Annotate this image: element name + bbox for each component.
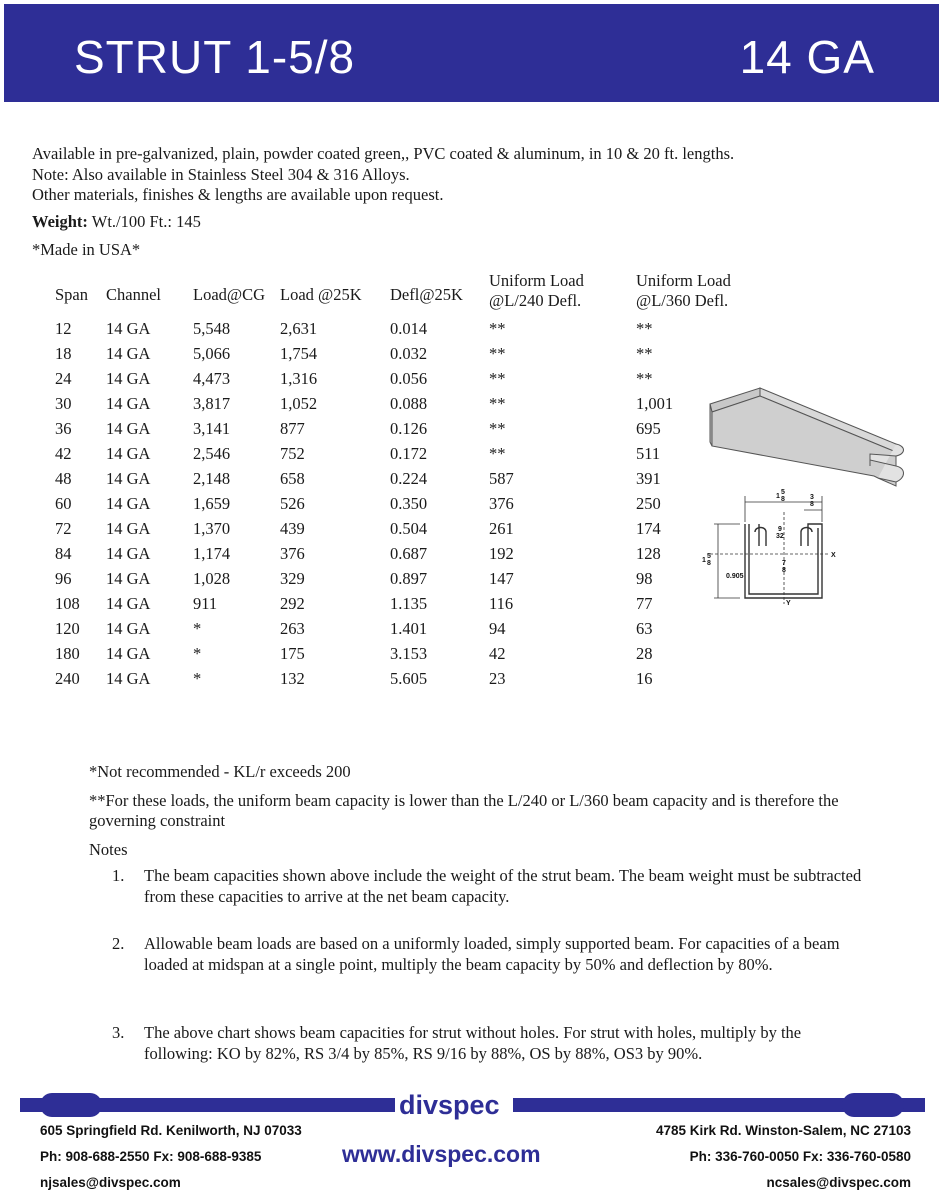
table-cell: ** [489,444,506,463]
table-cell: 1.401 [390,619,428,638]
dim-slot-den: 32 [776,533,784,540]
table-cell: 14 GA [106,469,151,488]
table-cell: 175 [280,644,305,663]
dimension-lines [710,496,828,604]
table-cell: 0.504 [390,519,428,538]
dim-width-whole: 1 [776,493,780,500]
table-cell: 14 GA [106,419,151,438]
table-cell: ** [489,369,506,388]
table-cell: 14 GA [106,319,151,338]
table-cell: 14 GA [106,569,151,588]
table-cell: 30 [55,394,72,413]
table-cell: 0.126 [390,419,428,438]
note-item: 3. The above chart shows beam capacities for strut without holes. For strut with holes, multiply by the following: KO by 82%, RS 3/4 by 85%, RS 9/16 by 88%, OS by 88%, OS3 by 90%. [112,1023,862,1064]
table-cell: 2,631 [280,319,318,338]
dim-lip-den: 8 [810,501,814,508]
nc-phone: Ph: 336-760-0050 Fx: 336-760-0580 [689,1149,911,1164]
table-cell: 16 [636,669,653,688]
table-cell: 14 GA [106,369,151,388]
table-cell: 14 GA [106,644,151,663]
table-cell: ** [489,419,506,438]
header-defl-25k: Defl@25K [390,285,463,304]
table-cell: 587 [489,469,514,488]
table-cell: 0.897 [390,569,428,588]
table-cell: 192 [489,544,514,563]
note-text: The beam capacities shown above include the weight of the strut beam. The beam weight must be subtracted from these capacities to arrive at the net beam capacity. [144,866,862,906]
strut-3d-icon [710,388,904,486]
table-cell: 14 GA [106,344,151,363]
table-cell: 42 [489,644,506,663]
footer-nj-office [40,1118,302,1196]
footnote-double-star: **For these loads, the uniform beam capacity is lower than the L/240 or L/360 beam capacity and is therefore the governing constraint [89,790,839,830]
table-cell: 2,546 [193,444,231,463]
table-cell: 240 [55,669,80,688]
table-cell: 14 GA [106,669,151,688]
nc-address: 4785 Kirk Rd. Winston-Salem, NC 27103 [656,1123,911,1138]
table-cell: 14 GA [106,519,151,538]
note-item: 1. The beam capacities shown above include the weight of the strut beam. The beam weight must be subtracted from these capacities to arrive at the net beam capacity. [112,866,862,906]
table-cell: 695 [636,419,661,438]
table-cell: 60 [55,494,72,513]
table-cell: 376 [280,544,305,563]
weight-value: Wt./100 Ft.: 145 [91,212,201,231]
divspec-logo: divspec [395,1090,513,1120]
table-cell: 658 [280,469,305,488]
footnote-not-recommended: *Not recommended - KL/r exceeds 200 [89,762,351,781]
table-cell: 1,316 [280,369,318,388]
gauge-label: 14 GA [739,31,875,83]
table-cell: 261 [489,519,514,538]
dim-lip-num: 3 [810,494,814,501]
page-title: STRUT 1-5/8 [74,31,356,83]
table-cell: 94 [489,619,506,638]
header-load-25k: Load @25K [280,285,362,304]
table-cell: 526 [280,494,305,513]
table-cell: 5,548 [193,319,231,338]
table-cell: 329 [280,569,305,588]
made-in-usa: *Made in USA* [32,240,141,259]
table-cell: 292 [280,594,305,613]
table-cell: 0.687 [390,544,428,563]
note-text: The above chart shows beam capacities for strut without holes. For strut with holes, multiply by the following: KO by 82%, RS 3/4 by 85%, RS 9/16 by 88%, OS by 88%, OS3 by 90%. [144,1023,802,1063]
table-cell: 14 GA [106,544,151,563]
weight-label: Weight: [32,212,88,231]
footer-pill-left [40,1093,102,1117]
table-cell: 77 [636,594,653,613]
table-cell: 250 [636,494,661,513]
table-cell: 28 [636,644,653,663]
note-item: 2. Allowable beam loads are based on a uniformly loaded, simply supported beam. For capacities of a beam loaded at midspan at a single point, multiply the beam capacity by 50% and deflection by 80%. [112,934,862,1023]
intro-line-other: Other materials, finishes & lengths are available upon request. [32,185,444,204]
page-header [4,4,939,102]
strut-profile-diagram [700,382,920,612]
axis-x-label: X [831,552,836,559]
table-cell: 0.014 [390,319,428,338]
table-cell: 3,141 [193,419,231,438]
table-cell: 1,052 [280,394,318,413]
table-cell: 108 [55,594,80,613]
table-cell: 1,754 [280,344,318,363]
table-cell: 14 GA [106,594,151,613]
nj-address: 605 Springfield Rd. Kenilworth, NJ 07033 [40,1123,302,1138]
table-cell: 1,370 [193,519,231,538]
footer-nc-office [656,1118,911,1196]
header-span: Span [55,285,88,304]
table-cell: 98 [636,569,653,588]
table-cell: 439 [280,519,305,538]
dim-slot-num: 9 [778,526,782,533]
table-cell: ** [489,394,506,413]
table-cell: * [193,619,202,638]
table-cell: 12 [55,319,72,338]
table-cell: 0.172 [390,444,428,463]
table-cell: 0.224 [390,469,428,488]
table-cell: 48 [55,469,72,488]
table-cell: 1.135 [390,594,428,613]
table-cell: 511 [636,444,661,463]
dim-height-den: 8 [707,560,711,567]
table-cell: 42 [55,444,72,463]
table-cell: 0.032 [390,344,428,363]
table-cell: 5,066 [193,344,231,363]
table-cell: 0.088 [390,394,428,413]
dim-height-num: 5 [707,553,711,560]
table-cell: 752 [280,444,305,463]
table-cell: 63 [636,619,653,638]
table-cell: 263 [280,619,305,638]
header-uniform-360: Uniform Load @L/360 Defl. [636,271,731,310]
table-cell: ** [636,344,653,363]
table-cell: 5.605 [390,669,428,688]
table-cell: 128 [636,544,661,563]
table-cell: * [193,644,202,663]
table-cell: 14 GA [106,444,151,463]
table-cell: 1,659 [193,494,231,513]
table-cell: 14 GA [106,494,151,513]
table-cell: * [193,669,202,688]
footnotes [89,762,859,868]
table-cell: 96 [55,569,72,588]
header-uniform-240: Uniform Load @L/240 Defl. [489,271,584,310]
intro-line-stainless: Note: Also available in Stainless Steel 304 & 316 Alloys. [32,164,410,184]
table-cell: 174 [636,519,661,538]
table-cell: 911 [193,594,218,613]
dim-width-den: 8 [781,496,785,503]
intro-line-availability: Available in pre-galvanized, plain, powder coated green,, PVC coated & aluminum, in 10 & 20 ft. lengths. [32,144,735,163]
table-cell: 877 [280,419,305,438]
dim-centroid: 0.905 [726,573,744,580]
table-cell: 0.056 [390,369,428,388]
note-text: Allowable beam loads are based on a uniformly loaded, simply supported beam. For capacities of a beam loaded at midspan at a single point, multiply the beam capacity by 50% and deflection by 80%. [144,934,840,974]
table-cell: 1,028 [193,569,231,588]
dim-width-num: 5 [781,489,785,496]
table-cell: 2,148 [193,469,231,488]
table-cell: 180 [55,644,80,663]
table-cell: ** [489,344,506,363]
table-cell: 14 GA [106,394,151,413]
intro-text [32,144,734,206]
nj-phone: Ph: 908-688-2550 Fx: 908-688-9385 [40,1149,262,1164]
table-cell: 120 [55,619,80,638]
nj-email[interactable]: njsales@divspec.com [40,1175,181,1190]
table-cell: 376 [489,494,514,513]
header-channel: Channel [106,285,161,304]
table-cell: 72 [55,519,72,538]
table-cell: ** [636,319,653,338]
dim-height-whole: 1 [702,557,706,564]
dim-open-num: 7 [782,560,786,567]
weight-line [32,212,201,232]
table-cell: 3.153 [390,644,428,663]
notes-list [112,866,862,1064]
table-cell: 0.350 [390,494,428,513]
website-link[interactable]: www.divspec.com [342,1141,541,1167]
table-cell: ** [489,319,506,338]
table-cell: 1,174 [193,544,231,563]
axis-y-label: Y [786,600,791,607]
header-load-cg: Load@CG [193,285,266,304]
notes-label: Notes [89,839,128,859]
footer-pill-right [842,1093,904,1117]
table-cell: 23 [489,669,506,688]
table-cell: 4,473 [193,369,231,388]
table-cell: 3,817 [193,394,231,413]
table-cell: 84 [55,544,72,563]
table-cell: 391 [636,469,661,488]
nc-email[interactable]: ncsales@divspec.com [766,1175,911,1190]
table-cell: 116 [489,594,514,613]
table-cell: ** [636,369,653,388]
table-cell: 1,001 [636,394,674,413]
table-cell: 24 [55,369,72,388]
dim-open-den: 8 [782,567,786,574]
table-cell: 36 [55,419,72,438]
table-cell: 132 [280,669,305,688]
table-cell: 147 [489,569,514,588]
table-cell: 14 GA [106,619,151,638]
table-cell: 18 [55,344,72,363]
